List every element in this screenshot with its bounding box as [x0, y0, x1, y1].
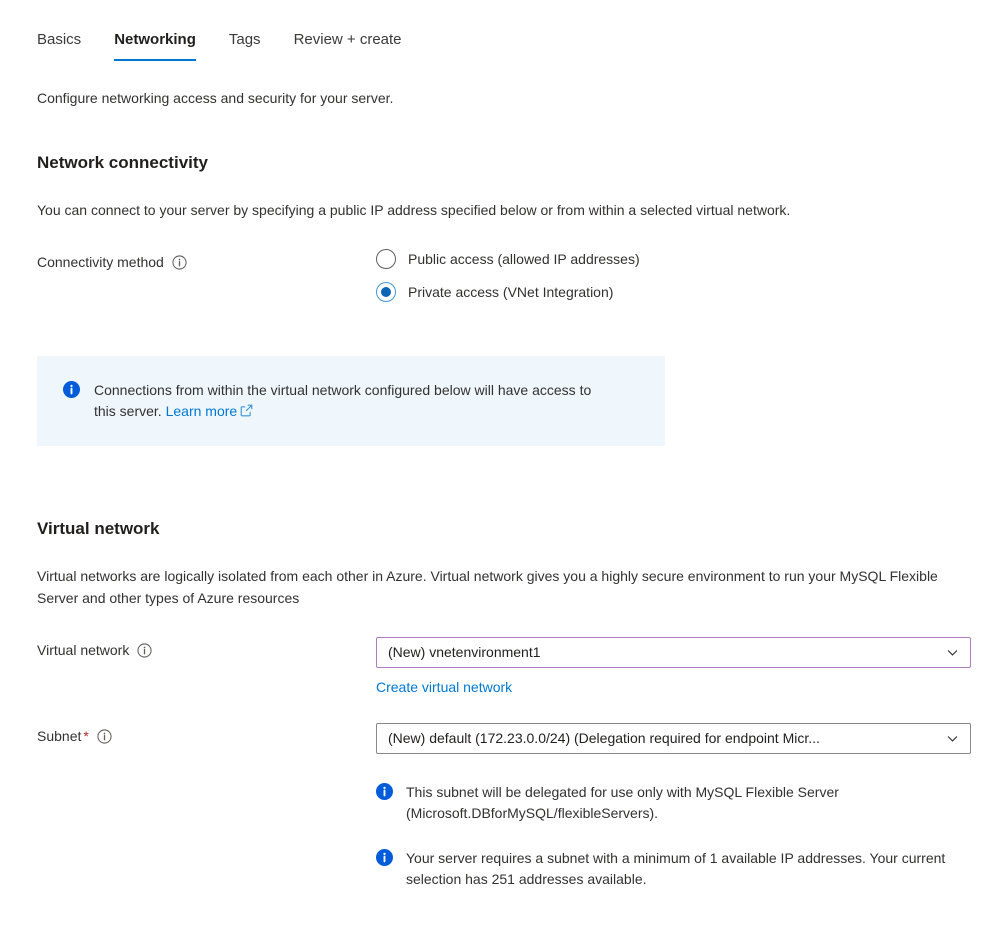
subnet-dropdown[interactable]	[376, 723, 971, 754]
subnet-availability-note	[376, 848, 971, 890]
radio-private-access-label: Private access (VNet Integration)	[408, 284, 614, 300]
section-heading-virtual-network: Virtual network	[37, 519, 160, 538]
vnet-info-banner	[37, 356, 665, 446]
info-filled-icon	[376, 849, 393, 866]
virtual-network-row	[37, 637, 971, 697]
subnet-label: Subnet *	[37, 728, 89, 744]
radio-circle-icon[interactable]	[376, 249, 396, 269]
tab-subtitle: Configure networking access and security for your server.	[37, 90, 394, 106]
info-icon[interactable]	[137, 643, 152, 658]
virtual-network-dropdown-value: (New) vnetenvironment1	[388, 644, 541, 660]
virtual-network-description: Virtual networks are logically isolated from each other in Azure. Virtual network gives you a highly secure environment to run your MySQL Flexible Server and other types of Azure resources	[37, 568, 938, 606]
subnet-availability-note-text: Your server requires a subnet with a minimum of 1 available IP addresses. Your current selection has 251 addresses available.	[406, 850, 946, 887]
radio-public-access[interactable]	[376, 249, 971, 269]
virtual-network-label-group	[37, 637, 376, 658]
required-asterisk: *	[83, 728, 89, 744]
subnet-delegation-note-text: This subnet will be delegated for use only with MySQL Flexible Server (Microsoft.DBforMySQL/flexibleServers).	[406, 784, 839, 821]
tab-tags[interactable]: Tags	[228, 31, 261, 48]
connectivity-method-label: Connectivity method	[37, 254, 164, 270]
connectivity-method-label-group	[37, 249, 376, 270]
info-filled-icon	[63, 381, 80, 398]
info-icon[interactable]	[97, 729, 112, 744]
info-icon[interactable]	[172, 255, 187, 270]
tab-basics[interactable]: Basics	[37, 31, 82, 48]
info-filled-icon	[376, 783, 393, 800]
external-link-icon	[240, 402, 253, 415]
subnet-row	[37, 723, 971, 890]
virtual-network-dropdown[interactable]	[376, 637, 971, 668]
create-virtual-network-link[interactable]: Create virtual network	[376, 679, 513, 695]
section-heading-network-connectivity: Network connectivity	[37, 153, 208, 172]
connectivity-method-row	[37, 249, 971, 302]
subnet-label-group	[37, 723, 376, 744]
tab-networking[interactable]: Networking	[114, 30, 196, 61]
radio-private-access[interactable]	[376, 282, 971, 302]
subnet-delegation-note	[376, 782, 971, 824]
subnet-dropdown-value: (New) default (172.23.0.0/24) (Delegation required for endpoint Micr...	[388, 730, 820, 746]
virtual-network-label: Virtual network	[37, 642, 130, 658]
chevron-down-icon	[946, 732, 959, 745]
radio-public-access-label: Public access (allowed IP addresses)	[408, 251, 640, 267]
learn-more-link[interactable]: Learn more	[165, 403, 238, 419]
connectivity-method-radio-group	[376, 249, 971, 302]
vnet-info-banner-text: Connections from within the virtual network configured below will have access to this server.	[94, 382, 592, 419]
chevron-down-icon	[946, 646, 959, 659]
tab-review-create[interactable]: Review + create	[293, 31, 402, 48]
radio-circle-icon[interactable]	[376, 282, 396, 302]
network-connectivity-description: You can connect to your server by specifying a public IP address specified below or from within a selected virtual network.	[37, 202, 791, 218]
tab-bar	[37, 30, 971, 61]
